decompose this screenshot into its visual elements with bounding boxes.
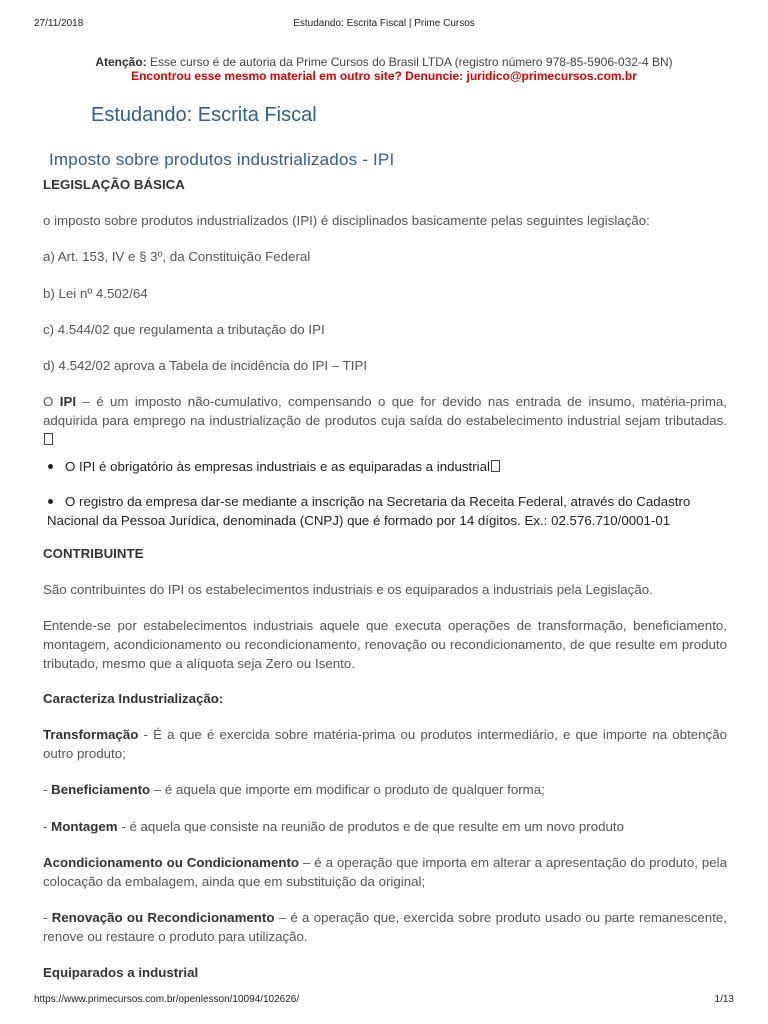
beneficiamento-term: Beneficiamento	[51, 782, 151, 797]
equiparados-heading: Equiparados a industrial	[43, 965, 199, 980]
montagem-term: Montagem	[51, 819, 118, 834]
report-warning	[0, 69, 768, 84]
copyright-notice	[0, 55, 768, 70]
transformacao-term: Transformação	[43, 727, 139, 742]
renovacao-text: – é a operação que, exercida sobre produto usado ou parte remanescente, renove ou restaure o produto para utilização.	[43, 910, 727, 944]
acondicionamento-term: Acondicionamento ou Condicionamento	[43, 855, 300, 870]
print-date: 27/11/2018	[34, 18, 84, 29]
legislacao-item-d: d) 4.542/02 aprova a Tabela de incidência do IPI – TIPI	[43, 358, 368, 373]
missing-glyph-icon	[491, 460, 500, 472]
ipi-prefix: O	[43, 394, 60, 409]
montagem-paragraph	[43, 817, 727, 836]
transformacao-text: - É a que é exercida sobre matéria-prima ou produtos intermediário, e que importe na obtenção outro produto;	[43, 727, 727, 761]
footer-url[interactable]: https://www.primecursos.com.br/openlesson/10094/102626/	[34, 994, 300, 1005]
print-title: Estudando: Escrita Fiscal | Prime Cursos	[293, 18, 475, 29]
legislacao-item-a: a) Art. 153, IV e § 3º, da Constituição Federal	[43, 249, 311, 264]
renovacao-paragraph	[43, 908, 727, 946]
notice-label: Atenção:	[95, 55, 147, 69]
caracteriza-heading: Caracteriza Industrialização:	[43, 691, 224, 706]
missing-glyph-icon	[44, 433, 53, 445]
section-title: Imposto sobre produtos industrializados - IPI	[49, 150, 395, 169]
legislacao-item-c: c) 4.544/02 que regulamenta a tributação do IPI	[43, 322, 325, 337]
beneficiamento-prefix: -	[43, 782, 52, 797]
acondicionamento-paragraph	[43, 853, 727, 891]
bullet-icon	[48, 464, 53, 469]
report-warning-text[interactable]: Encontrou esse mesmo material em outro site? Denuncie: juridico@primecursos.com.br	[131, 69, 637, 83]
list-item	[43, 457, 727, 476]
montagem-text: - é aquela que consiste na reunião de produtos e de que resulte em um novo produto	[117, 819, 624, 834]
transformacao-paragraph	[43, 725, 727, 763]
contribuinte-p1: São contribuintes do IPI os estabelecimentos industriais e os equiparados a industriais pela Legislação.	[43, 582, 653, 597]
acondicionamento-text: – é a operação que importa em alterar a apresentação do produto, pela colocação da embalagem, ainda que em substituição da original;	[43, 855, 727, 889]
renovacao-prefix: -	[43, 910, 52, 925]
legislacao-intro: o imposto sobre produtos industrializados (IPI) é disciplinados basicamente pelas seguintes legislação:	[43, 213, 650, 228]
bullet-text-1: O IPI é obrigatório às empresas industriais e as equiparadas a industrial	[65, 459, 490, 474]
page-number: 1/13	[714, 994, 734, 1005]
page-title: Estudando: Escrita Fiscal	[91, 104, 317, 126]
notice-text: Esse curso é de autoria da Prime Cursos do Brasil LTDA (registro número 978-85-5906-032-4 BN)	[146, 55, 673, 69]
list-item	[47, 492, 727, 530]
montagem-prefix: -	[43, 819, 52, 834]
ipi-definition	[43, 392, 727, 449]
ipi-text: – é um imposto não-cumulativo, compensando o que for devido nas entrada de insumo, matéria-prima, adquirida para emprego na industrialização de produtos cuja saída do estabelecimento industrial sejam tributadas.	[43, 394, 727, 428]
legislacao-item-b: b) Lei nº 4.502/64	[43, 286, 148, 301]
bullet-text-2: O registro da empresa dar-se mediante a inscrição na Secretaria da Receita Federal, através do Cadastro Nacional da Pessoa Jurídica, denominada (CNPJ) que é formado por 14 dígitos. Ex.: 02.576.710/0001-01	[47, 494, 691, 528]
renovacao-term: Renovação ou Recondicionamento	[51, 910, 275, 925]
bullet-icon	[48, 499, 53, 504]
beneficiamento-text: – é aquela que importe em modificar o produto de qualquer forma;	[150, 782, 545, 797]
ipi-term: IPI	[59, 394, 77, 409]
contribuinte-heading: CONTRIBUINTE	[43, 546, 144, 561]
beneficiamento-paragraph	[43, 780, 727, 799]
contribuinte-p2: Entende-se por estabelecimentos industriais aquele que executa operações de transformação, beneficiamento, montagem, acondicionamento ou recondicionamento, renovação ou recondicionamento, de que resulte em produto tributado, mesmo que a alíquota seja Zero ou Isento.	[43, 618, 727, 671]
legislacao-heading: LEGISLAÇÃO BÁSICA	[43, 177, 185, 192]
